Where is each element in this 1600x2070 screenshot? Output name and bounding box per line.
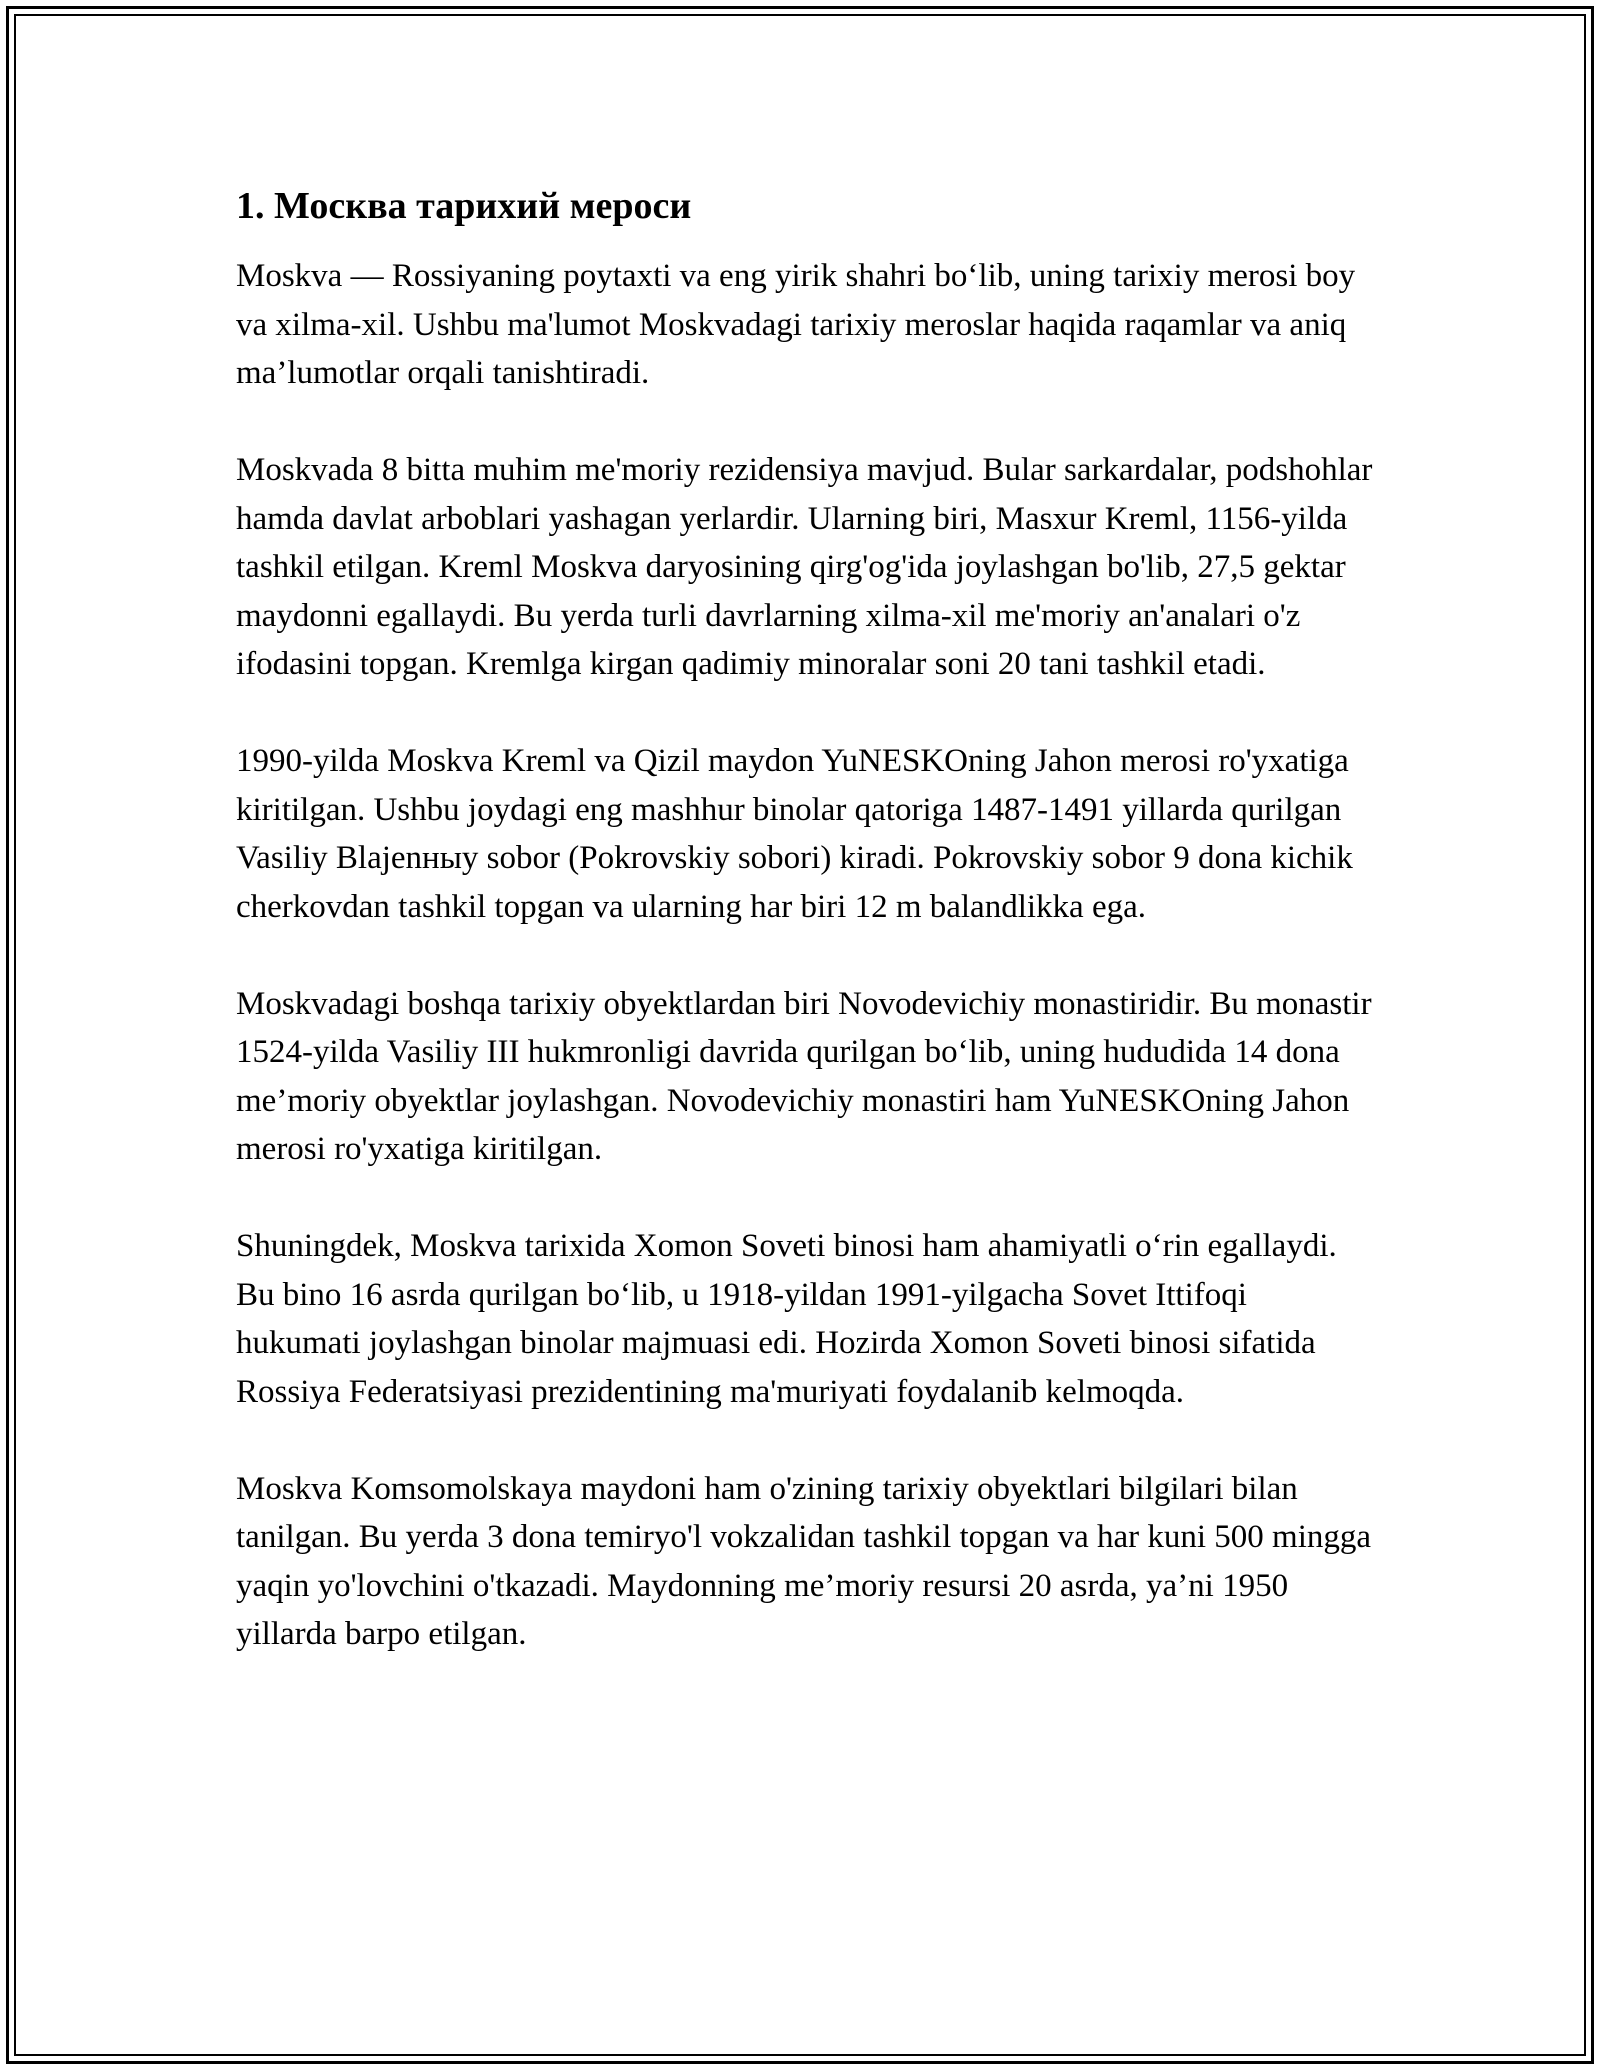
- paragraph-kremlin: Moskvada 8 bitta muhim me'moriy rezidensiya mavjud. Bular sarkardalar, podshohlar hamda davlat arboblari yashagan yerlardir. Ularning biri, Masxur Kreml, 1156-yilda tashkil etilgan. Kreml Moskva daryosining qirg'og'ida joylashgan bo'lib, 27,5 gektar maydonni egallaydi. Bu yerda turli davrlarning xilma-xil me'moriy an'analari o'z ifodasini topgan. Kremlga kirgan qadimiy minoralar soni 20 tani tashkil etadi.: [236, 452, 1373, 682]
- section-heading: 1. Москва тарихий мероси: [236, 185, 692, 227]
- paragraph-soviet-building: Shuningdek, Moskva tarixida Xomon Soveti binosi ham ahamiyatli o‘rin egallaydi. Bu bino 16 asrda qurilgan bo‘lib, u 1918-yildan 1991-yilgacha Sovet Ittifoqi hukumati joylashgan binolar majmuasi edi. Hozirda Xomon Soveti binosi sifatida Rossiya Federatsiyasi prezidentining ma'muriyati foydalanib kelmoqda.: [236, 1228, 1337, 1410]
- paragraph-novodevichy: Moskvadagi boshqa tarixiy obyektlardan biri Novodevichiy monastiridir. Bu monastir 1524-yilda Vasiliy III hukmronligi davrida qurilgan bo‘lib, uning hududida 14 dona me’moriy obyektlar joylashgan. Novodevichiy monastiri ham YuNESKOning Jahon merosi ro'yxatiga kiritilgan.: [236, 985, 1372, 1167]
- paragraph-komsomolskaya: Moskva Komsomolskaya maydoni ham o'zining tarixiy obyektlari bilgilari bilan tanilgan. Bu yerda 3 dona temiryo'l vokzalidan tashkil topgan va har kuni 500 mingga yaqin yo'lovchini o'tkazadi. Maydonning me’moriy resursi 20 asrda, ya’ni 1950 yillarda barpo etilgan.: [236, 1470, 1372, 1652]
- document-body: [236, 182, 1376, 1707]
- paragraph-intro: Moskva — Rossiyaning poytaxti va eng yirik shahri bo‘lib, uning tarixiy merosi boy va xilma-xil. Ushbu ma'lumot Moskvadagi tarixiy meroslar haqida raqamlar va aniq ma’lumotlar orqali tanishtiradi.: [236, 258, 1356, 391]
- paragraph-red-square: 1990-yilda Moskva Kreml va Qizil maydon YuNESKOning Jahon merosi ro'yxatiga kiritilgan. Ushbu joydagi eng mashhur binolar qatoriga 1487-1491 yillarda qurilgan Vasiliy Blajenныy sobor (Pokrovskiy sobori) kiradi. Pokrovskiy sobor 9 dona kichik cherkovdan tashkil topgan va ularning har biri 12 m balandlikka ega.: [236, 743, 1353, 925]
